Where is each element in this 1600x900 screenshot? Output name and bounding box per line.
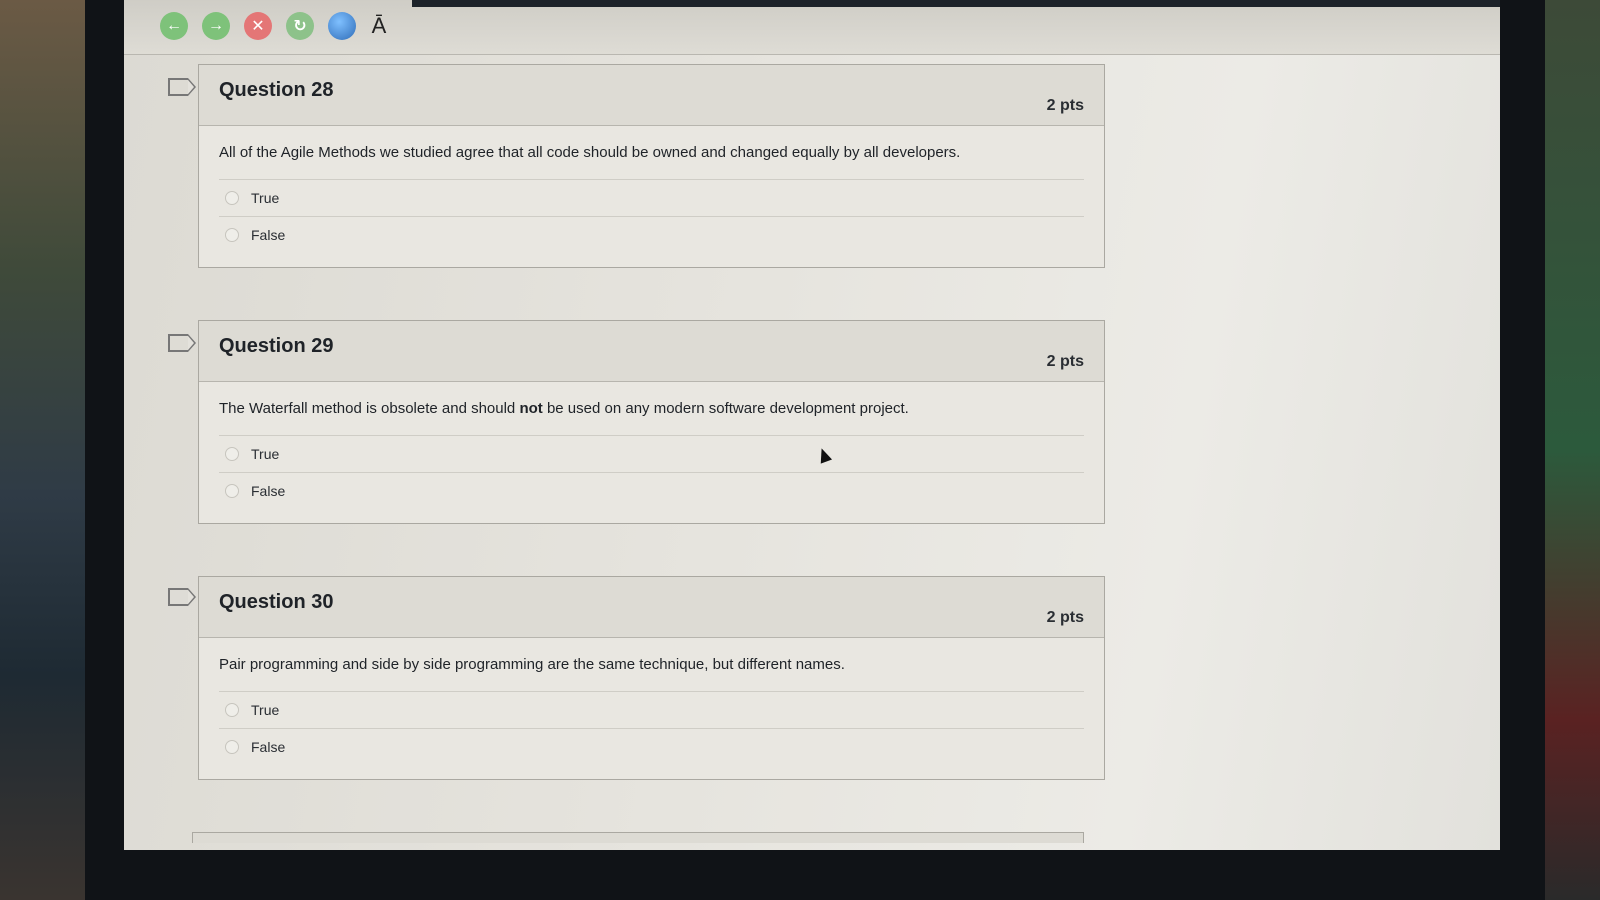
question-body [199,126,1104,267]
answer-option-true[interactable] [219,691,1084,728]
question-text: Pair programming and side by side programming are the same technique, but different names. [219,656,845,673]
question-points: 2 pts [1046,353,1084,370]
answer-label[interactable]: True [251,702,280,718]
answer-label[interactable]: False [251,227,286,243]
answer-label[interactable]: True [251,190,280,206]
radio-button[interactable] [225,447,239,461]
question-points: 2 pts [1046,609,1084,626]
radio-button[interactable] [225,191,239,205]
next-question-card-edge [192,832,1084,843]
question-title: Question 29 [219,335,334,357]
question-card-29 [198,320,1105,524]
window-top-strip [412,0,1500,7]
answer-label[interactable]: False [251,739,286,755]
answer-option-false[interactable] [219,216,1084,253]
question-header [199,577,1104,638]
question-text [219,400,1084,417]
question-card-30 [198,576,1105,780]
reload-icon[interactable]: ↻ [286,12,314,40]
answer-option-false[interactable] [219,472,1084,509]
question-header [199,65,1104,126]
answer-label[interactable]: False [251,483,286,499]
question-header [199,321,1104,382]
flag-question-29-icon[interactable] [168,334,188,352]
answer-label[interactable]: True [251,446,280,462]
question-body [199,638,1104,779]
question-text-part: be used on any modern software development project. [542,400,909,417]
question-text: All of the Agile Methods we studied agree that all code should be owned and changed equally by all developers. [219,144,961,161]
desk-background-left [0,0,95,900]
answer-option-false[interactable] [219,728,1084,765]
question-title: Question 28 [219,79,334,101]
radio-button[interactable] [225,228,239,242]
question-card-28 [198,64,1105,268]
question-body [199,382,1104,523]
flag-question-30-icon[interactable] [168,588,188,606]
question-title: Question 30 [219,591,334,613]
globe-icon[interactable] [328,12,356,40]
radio-button[interactable] [225,703,239,717]
answer-option-true[interactable] [219,435,1084,472]
text-tool-icon[interactable]: Ā [371,13,387,38]
back-icon[interactable]: ← [160,12,188,40]
answer-option-true[interactable] [219,179,1084,216]
question-points: 2 pts [1046,97,1084,114]
question-text-emphasis: not [519,400,543,417]
forward-icon[interactable]: → [202,12,230,40]
stop-icon[interactable]: ✕ [244,12,272,40]
flag-question-28-icon[interactable] [168,78,188,96]
question-text-part: The Waterfall method is obsolete and should [219,400,520,417]
radio-button[interactable] [225,484,239,498]
radio-button[interactable] [225,740,239,754]
